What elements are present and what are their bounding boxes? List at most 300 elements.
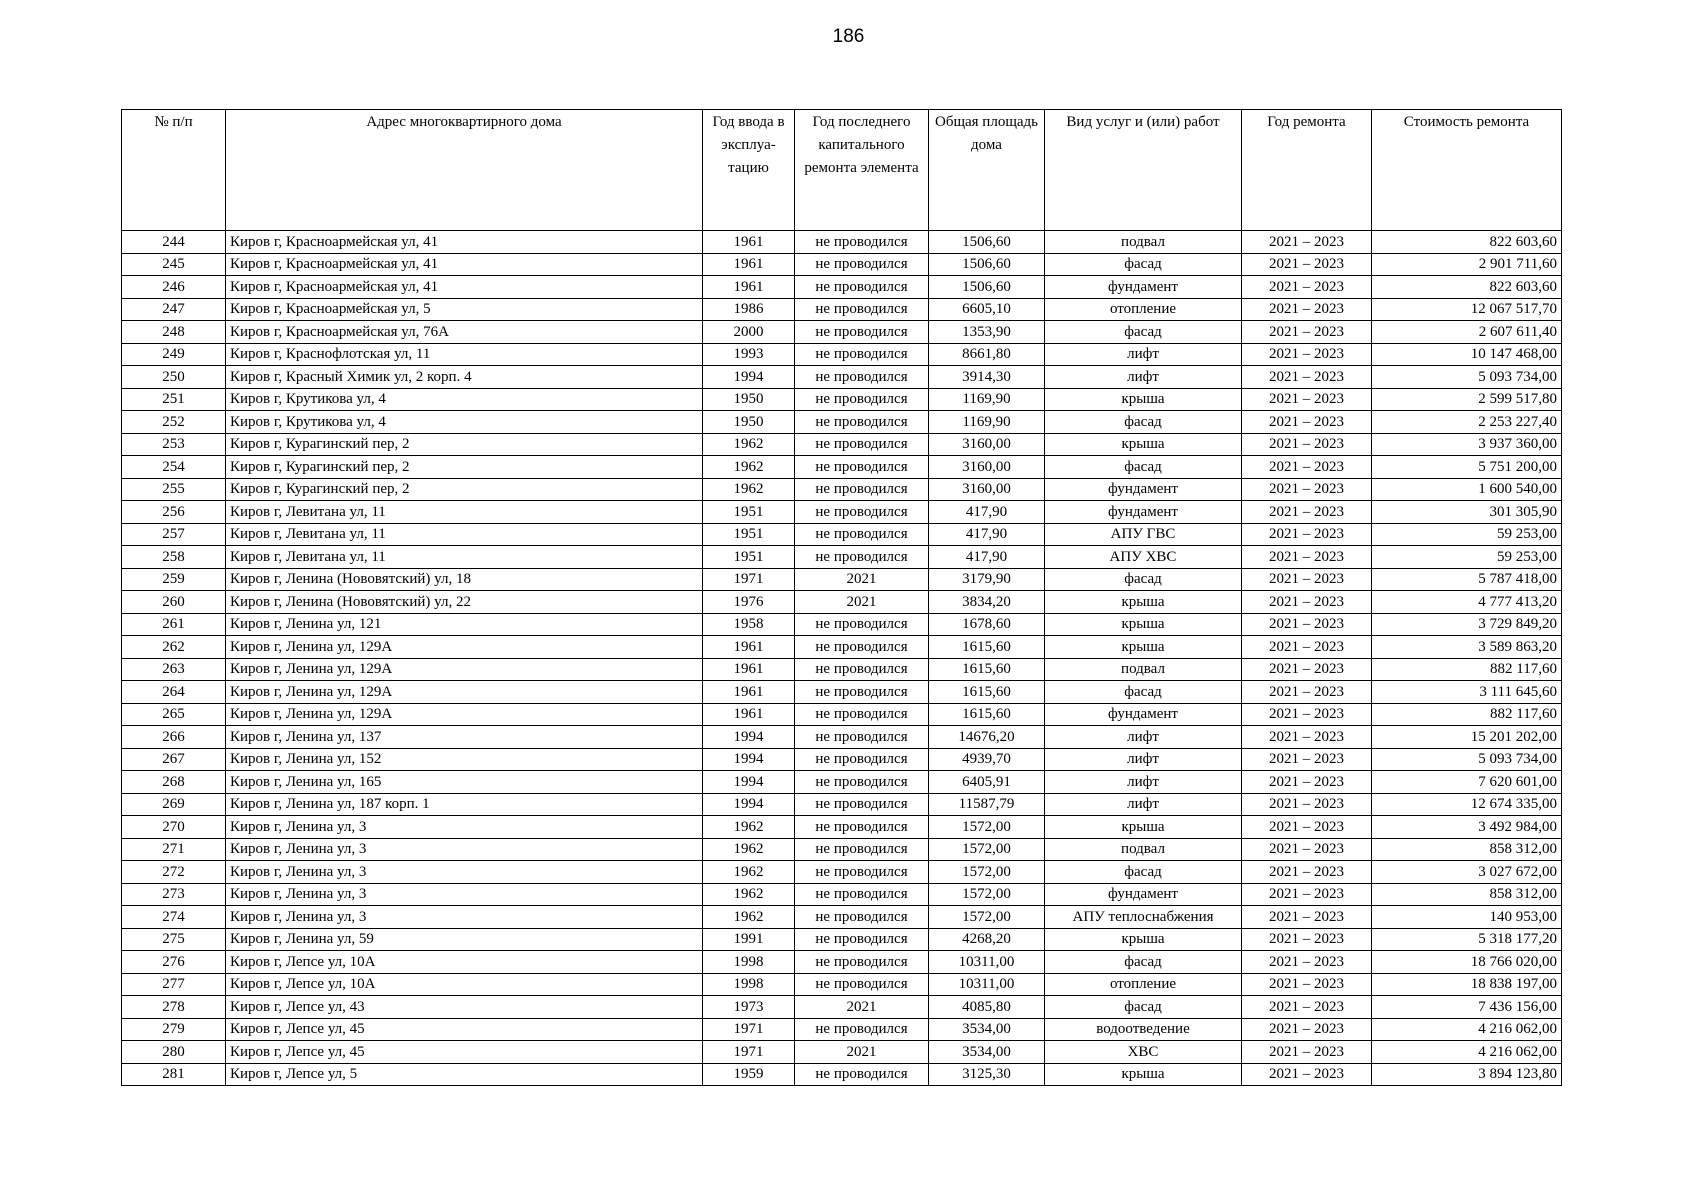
repair-period-cell: 2021 – 2023 — [1242, 861, 1372, 884]
address-cell: Киров г, Крутикова ул, 4 — [226, 388, 703, 411]
row-number: 277 — [122, 973, 226, 996]
address-cell: Киров г, Ленина (Нововятский) ул, 18 — [226, 568, 703, 591]
year-cell: 1959 — [703, 1063, 795, 1086]
year-cell: 1962 — [703, 838, 795, 861]
last-repair-cell: не проводился — [795, 501, 929, 524]
cost-cell: 7 436 156,00 — [1372, 996, 1562, 1019]
table-row — [122, 793, 1562, 816]
repair-period-cell: 2021 – 2023 — [1242, 1063, 1372, 1086]
header-num: № п/п — [122, 110, 226, 231]
cost-cell: 15 201 202,00 — [1372, 726, 1562, 749]
last-repair-cell: не проводился — [795, 928, 929, 951]
table-row — [122, 883, 1562, 906]
address-cell: Киров г, Красноармейская ул, 76А — [226, 321, 703, 344]
last-repair-cell: не проводился — [795, 478, 929, 501]
row-number: 258 — [122, 546, 226, 569]
header-cost: Стоимость ремонта — [1372, 110, 1562, 231]
repair-period-cell: 2021 – 2023 — [1242, 433, 1372, 456]
table-row — [122, 343, 1562, 366]
repair-period-cell: 2021 – 2023 — [1242, 816, 1372, 839]
cost-cell: 10 147 468,00 — [1372, 343, 1562, 366]
table-row — [122, 501, 1562, 524]
row-number: 264 — [122, 681, 226, 704]
year-cell: 1993 — [703, 343, 795, 366]
header-year: Год ввода в эксплуа-тацию — [703, 110, 795, 231]
year-cell: 1971 — [703, 568, 795, 591]
repair-period-cell: 2021 – 2023 — [1242, 838, 1372, 861]
cost-cell: 3 111 645,60 — [1372, 681, 1562, 704]
repair-period-cell: 2021 – 2023 — [1242, 276, 1372, 299]
row-number: 275 — [122, 928, 226, 951]
area-cell: 1506,60 — [929, 253, 1045, 276]
repair-period-cell: 2021 – 2023 — [1242, 726, 1372, 749]
row-number: 269 — [122, 793, 226, 816]
repair-period-cell: 2021 – 2023 — [1242, 231, 1372, 254]
work-type-cell: фасад — [1045, 321, 1242, 344]
address-cell: Киров г, Ленина ул, 3 — [226, 906, 703, 929]
repair-period-cell: 2021 – 2023 — [1242, 748, 1372, 771]
repair-period-cell: 2021 – 2023 — [1242, 973, 1372, 996]
work-type-cell: крыша — [1045, 636, 1242, 659]
year-cell: 1991 — [703, 928, 795, 951]
work-type-cell: фундамент — [1045, 883, 1242, 906]
address-cell: Киров г, Ленина ул, 152 — [226, 748, 703, 771]
table-row — [122, 321, 1562, 344]
last-repair-cell: не проводился — [795, 658, 929, 681]
cost-cell: 140 953,00 — [1372, 906, 1562, 929]
table-row — [122, 996, 1562, 1019]
repair-period-cell: 2021 – 2023 — [1242, 883, 1372, 906]
work-type-cell: АПУ теплоснабжения — [1045, 906, 1242, 929]
work-type-cell: крыша — [1045, 1063, 1242, 1086]
row-number: 256 — [122, 501, 226, 524]
row-number: 252 — [122, 411, 226, 434]
cost-cell: 3 729 849,20 — [1372, 613, 1562, 636]
row-number: 247 — [122, 298, 226, 321]
table-row — [122, 816, 1562, 839]
cost-cell: 4 216 062,00 — [1372, 1018, 1562, 1041]
table-row — [122, 523, 1562, 546]
table-row — [122, 366, 1562, 389]
address-cell: Киров г, Ленина ул, 3 — [226, 816, 703, 839]
table-row — [122, 433, 1562, 456]
last-repair-cell: 2021 — [795, 591, 929, 614]
table-row — [122, 1018, 1562, 1041]
area-cell: 1572,00 — [929, 838, 1045, 861]
cost-cell: 1 600 540,00 — [1372, 478, 1562, 501]
row-number: 278 — [122, 996, 226, 1019]
repair-period-cell: 2021 – 2023 — [1242, 613, 1372, 636]
repair-period-cell: 2021 – 2023 — [1242, 456, 1372, 479]
cost-cell: 2 901 711,60 — [1372, 253, 1562, 276]
address-cell: Киров г, Ленина ул, 129А — [226, 658, 703, 681]
work-type-cell: фасад — [1045, 253, 1242, 276]
last-repair-cell: 2021 — [795, 1041, 929, 1064]
work-type-cell: фундамент — [1045, 703, 1242, 726]
area-cell: 417,90 — [929, 501, 1045, 524]
repair-table — [121, 109, 1562, 1086]
repair-period-cell: 2021 – 2023 — [1242, 321, 1372, 344]
row-number: 250 — [122, 366, 226, 389]
year-cell: 1994 — [703, 793, 795, 816]
table-row — [122, 951, 1562, 974]
last-repair-cell: не проводился — [795, 1018, 929, 1041]
last-repair-cell: не проводился — [795, 343, 929, 366]
table-row — [122, 298, 1562, 321]
work-type-cell: фасад — [1045, 951, 1242, 974]
area-cell: 1615,60 — [929, 636, 1045, 659]
year-cell: 1961 — [703, 253, 795, 276]
table-row — [122, 906, 1562, 929]
year-cell: 1961 — [703, 276, 795, 299]
row-number: 251 — [122, 388, 226, 411]
table-row — [122, 456, 1562, 479]
year-cell: 1961 — [703, 703, 795, 726]
work-type-cell: лифт — [1045, 793, 1242, 816]
year-cell: 1961 — [703, 231, 795, 254]
row-number: 281 — [122, 1063, 226, 1086]
cost-cell: 18 766 020,00 — [1372, 951, 1562, 974]
last-repair-cell: не проводился — [795, 838, 929, 861]
work-type-cell: отопление — [1045, 973, 1242, 996]
cost-cell: 5 093 734,00 — [1372, 748, 1562, 771]
repair-period-cell: 2021 – 2023 — [1242, 253, 1372, 276]
row-number: 263 — [122, 658, 226, 681]
row-number: 259 — [122, 568, 226, 591]
area-cell: 1615,60 — [929, 658, 1045, 681]
year-cell: 1962 — [703, 883, 795, 906]
header-period: Год ремонта — [1242, 110, 1372, 231]
repair-period-cell: 2021 – 2023 — [1242, 951, 1372, 974]
area-cell: 11587,79 — [929, 793, 1045, 816]
year-cell: 1962 — [703, 906, 795, 929]
work-type-cell: подвал — [1045, 838, 1242, 861]
repair-period-cell: 2021 – 2023 — [1242, 928, 1372, 951]
area-cell: 1169,90 — [929, 411, 1045, 434]
repair-period-cell: 2021 – 2023 — [1242, 568, 1372, 591]
last-repair-cell: не проводился — [795, 703, 929, 726]
last-repair-cell: не проводился — [795, 523, 929, 546]
area-cell: 3834,20 — [929, 591, 1045, 614]
year-cell: 1986 — [703, 298, 795, 321]
row-number: 271 — [122, 838, 226, 861]
header-last-repair: Год последнего капитального ремонта элемента — [795, 110, 929, 231]
table-body — [122, 231, 1562, 1086]
cost-cell: 882 117,60 — [1372, 703, 1562, 726]
repair-period-cell: 2021 – 2023 — [1242, 793, 1372, 816]
work-type-cell: фасад — [1045, 681, 1242, 704]
cost-cell: 858 312,00 — [1372, 838, 1562, 861]
row-number: 246 — [122, 276, 226, 299]
area-cell: 3179,90 — [929, 568, 1045, 591]
row-number: 262 — [122, 636, 226, 659]
cost-cell: 59 253,00 — [1372, 546, 1562, 569]
last-repair-cell: не проводился — [795, 771, 929, 794]
last-repair-cell: не проводился — [795, 906, 929, 929]
repair-period-cell: 2021 – 2023 — [1242, 636, 1372, 659]
address-cell: Киров г, Красноармейская ул, 5 — [226, 298, 703, 321]
cost-cell: 3 894 123,80 — [1372, 1063, 1562, 1086]
row-number: 279 — [122, 1018, 226, 1041]
table-row — [122, 613, 1562, 636]
work-type-cell: подвал — [1045, 231, 1242, 254]
cost-cell: 12 674 335,00 — [1372, 793, 1562, 816]
address-cell: Киров г, Ленина (Нововятский) ул, 22 — [226, 591, 703, 614]
address-cell: Киров г, Левитана ул, 11 — [226, 546, 703, 569]
address-cell: Киров г, Ленина ул, 129А — [226, 703, 703, 726]
last-repair-cell: не проводился — [795, 883, 929, 906]
row-number: 274 — [122, 906, 226, 929]
cost-cell: 5 093 734,00 — [1372, 366, 1562, 389]
year-cell: 1951 — [703, 501, 795, 524]
address-cell: Киров г, Ленина ул, 187 корп. 1 — [226, 793, 703, 816]
table-row — [122, 231, 1562, 254]
last-repair-cell: не проводился — [795, 816, 929, 839]
area-cell: 4085,80 — [929, 996, 1045, 1019]
area-cell: 1572,00 — [929, 883, 1045, 906]
row-number: 266 — [122, 726, 226, 749]
repair-period-cell: 2021 – 2023 — [1242, 298, 1372, 321]
year-cell: 1962 — [703, 478, 795, 501]
last-repair-cell: не проводился — [795, 456, 929, 479]
last-repair-cell: не проводился — [795, 253, 929, 276]
year-cell: 1994 — [703, 771, 795, 794]
work-type-cell: крыша — [1045, 388, 1242, 411]
last-repair-cell: не проводился — [795, 861, 929, 884]
address-cell: Киров г, Ленина ул, 3 — [226, 883, 703, 906]
table-row — [122, 748, 1562, 771]
area-cell: 10311,00 — [929, 951, 1045, 974]
cost-cell: 822 603,60 — [1372, 231, 1562, 254]
repair-period-cell: 2021 – 2023 — [1242, 591, 1372, 614]
address-cell: Киров г, Лепсе ул, 45 — [226, 1018, 703, 1041]
year-cell: 1950 — [703, 411, 795, 434]
row-number: 273 — [122, 883, 226, 906]
row-number: 261 — [122, 613, 226, 636]
year-cell: 1971 — [703, 1018, 795, 1041]
address-cell: Киров г, Лепсе ул, 10А — [226, 951, 703, 974]
repair-period-cell: 2021 – 2023 — [1242, 1041, 1372, 1064]
year-cell: 1951 — [703, 523, 795, 546]
address-cell: Киров г, Лепсе ул, 45 — [226, 1041, 703, 1064]
table-row — [122, 726, 1562, 749]
year-cell: 1973 — [703, 996, 795, 1019]
work-type-cell: фасад — [1045, 456, 1242, 479]
last-repair-cell: не проводился — [795, 276, 929, 299]
area-cell: 14676,20 — [929, 726, 1045, 749]
table-row — [122, 861, 1562, 884]
cost-cell: 3 589 863,20 — [1372, 636, 1562, 659]
year-cell: 1958 — [703, 613, 795, 636]
row-number: 245 — [122, 253, 226, 276]
row-number: 276 — [122, 951, 226, 974]
area-cell: 6605,10 — [929, 298, 1045, 321]
area-cell: 4268,20 — [929, 928, 1045, 951]
work-type-cell: подвал — [1045, 658, 1242, 681]
row-number: 249 — [122, 343, 226, 366]
repair-period-cell: 2021 – 2023 — [1242, 681, 1372, 704]
row-number: 253 — [122, 433, 226, 456]
address-cell: Киров г, Красноармейская ул, 41 — [226, 231, 703, 254]
last-repair-cell: не проводился — [795, 231, 929, 254]
area-cell: 1572,00 — [929, 906, 1045, 929]
year-cell: 1962 — [703, 456, 795, 479]
area-cell: 10311,00 — [929, 973, 1045, 996]
repair-period-cell: 2021 – 2023 — [1242, 366, 1372, 389]
cost-cell: 4 777 413,20 — [1372, 591, 1562, 614]
area-cell: 1169,90 — [929, 388, 1045, 411]
area-cell: 3534,00 — [929, 1018, 1045, 1041]
area-cell: 1615,60 — [929, 703, 1045, 726]
year-cell: 1962 — [703, 861, 795, 884]
repair-period-cell: 2021 – 2023 — [1242, 546, 1372, 569]
cost-cell: 2 599 517,80 — [1372, 388, 1562, 411]
header-address: Адрес многоквартирного дома — [226, 110, 703, 231]
area-cell: 3160,00 — [929, 456, 1045, 479]
repair-period-cell: 2021 – 2023 — [1242, 1018, 1372, 1041]
last-repair-cell: не проводился — [795, 726, 929, 749]
area-cell: 8661,80 — [929, 343, 1045, 366]
work-type-cell: крыша — [1045, 433, 1242, 456]
cost-cell: 882 117,60 — [1372, 658, 1562, 681]
table-row — [122, 253, 1562, 276]
cost-cell: 5 751 200,00 — [1372, 456, 1562, 479]
cost-cell: 2 607 611,40 — [1372, 321, 1562, 344]
last-repair-cell: 2021 — [795, 996, 929, 1019]
repair-period-cell: 2021 – 2023 — [1242, 478, 1372, 501]
last-repair-cell: не проводился — [795, 321, 929, 344]
repair-period-cell: 2021 – 2023 — [1242, 388, 1372, 411]
area-cell: 3160,00 — [929, 478, 1045, 501]
work-type-cell: фасад — [1045, 861, 1242, 884]
work-type-cell: крыша — [1045, 816, 1242, 839]
table-header — [122, 110, 1562, 231]
area-cell: 1353,90 — [929, 321, 1045, 344]
year-cell: 1994 — [703, 748, 795, 771]
area-cell: 1506,60 — [929, 231, 1045, 254]
cost-cell: 12 067 517,70 — [1372, 298, 1562, 321]
work-type-cell: лифт — [1045, 726, 1242, 749]
last-repair-cell: не проводился — [795, 748, 929, 771]
work-type-cell: крыша — [1045, 591, 1242, 614]
table-row — [122, 478, 1562, 501]
area-cell: 1678,60 — [929, 613, 1045, 636]
row-number: 268 — [122, 771, 226, 794]
row-number: 260 — [122, 591, 226, 614]
row-number: 280 — [122, 1041, 226, 1064]
area-cell: 417,90 — [929, 523, 1045, 546]
table-row — [122, 276, 1562, 299]
cost-cell: 18 838 197,00 — [1372, 973, 1562, 996]
row-number: 248 — [122, 321, 226, 344]
year-cell: 1998 — [703, 951, 795, 974]
work-type-cell: лифт — [1045, 748, 1242, 771]
area-cell: 1615,60 — [929, 681, 1045, 704]
work-type-cell: фасад — [1045, 411, 1242, 434]
address-cell: Киров г, Лепсе ул, 5 — [226, 1063, 703, 1086]
cost-cell: 7 620 601,00 — [1372, 771, 1562, 794]
cost-cell: 5 318 177,20 — [1372, 928, 1562, 951]
repair-period-cell: 2021 – 2023 — [1242, 703, 1372, 726]
cost-cell: 2 253 227,40 — [1372, 411, 1562, 434]
table-row — [122, 1041, 1562, 1064]
address-cell: Киров г, Красный Химик ул, 2 корп. 4 — [226, 366, 703, 389]
work-type-cell: фасад — [1045, 996, 1242, 1019]
area-cell: 1572,00 — [929, 816, 1045, 839]
area-cell: 6405,91 — [929, 771, 1045, 794]
page-number: 186 — [832, 26, 865, 47]
cost-cell: 3 027 672,00 — [1372, 861, 1562, 884]
repair-period-cell: 2021 – 2023 — [1242, 658, 1372, 681]
table-row — [122, 568, 1562, 591]
repair-period-cell: 2021 – 2023 — [1242, 501, 1372, 524]
address-cell: Киров г, Ленина ул, 165 — [226, 771, 703, 794]
work-type-cell: лифт — [1045, 343, 1242, 366]
table-row — [122, 388, 1562, 411]
address-cell: Киров г, Курагинский пер, 2 — [226, 456, 703, 479]
year-cell: 1962 — [703, 433, 795, 456]
cost-cell: 5 787 418,00 — [1372, 568, 1562, 591]
area-cell: 3914,30 — [929, 366, 1045, 389]
last-repair-cell: не проводился — [795, 1063, 929, 1086]
header-work: Вид услуг и (или) работ — [1045, 110, 1242, 231]
area-cell: 3534,00 — [929, 1041, 1045, 1064]
address-cell: Киров г, Ленина ул, 59 — [226, 928, 703, 951]
table-row — [122, 838, 1562, 861]
last-repair-cell: не проводился — [795, 298, 929, 321]
cost-cell: 3 492 984,00 — [1372, 816, 1562, 839]
work-type-cell: АПУ ГВС — [1045, 523, 1242, 546]
last-repair-cell: не проводился — [795, 433, 929, 456]
address-cell: Киров г, Левитана ул, 11 — [226, 501, 703, 524]
address-cell: Киров г, Курагинский пер, 2 — [226, 433, 703, 456]
area-cell: 417,90 — [929, 546, 1045, 569]
address-cell: Киров г, Крутикова ул, 4 — [226, 411, 703, 434]
address-cell: Киров г, Ленина ул, 129А — [226, 681, 703, 704]
table-row — [122, 928, 1562, 951]
work-type-cell: лифт — [1045, 771, 1242, 794]
address-cell: Киров г, Ленина ул, 3 — [226, 838, 703, 861]
row-number: 265 — [122, 703, 226, 726]
work-type-cell: водоотведение — [1045, 1018, 1242, 1041]
header-row — [122, 110, 1562, 231]
table-row — [122, 658, 1562, 681]
last-repair-cell: не проводился — [795, 411, 929, 434]
last-repair-cell: не проводился — [795, 973, 929, 996]
work-type-cell: АПУ ХВС — [1045, 546, 1242, 569]
cost-cell: 301 305,90 — [1372, 501, 1562, 524]
header-area: Общая площадь дома — [929, 110, 1045, 231]
cost-cell: 4 216 062,00 — [1372, 1041, 1562, 1064]
address-cell: Киров г, Ленина ул, 121 — [226, 613, 703, 636]
area-cell: 1506,60 — [929, 276, 1045, 299]
year-cell: 1961 — [703, 636, 795, 659]
work-type-cell: фундамент — [1045, 276, 1242, 299]
cost-cell: 822 603,60 — [1372, 276, 1562, 299]
table-row — [122, 681, 1562, 704]
row-number: 272 — [122, 861, 226, 884]
repair-period-cell: 2021 – 2023 — [1242, 771, 1372, 794]
table-row — [122, 411, 1562, 434]
table-row — [122, 636, 1562, 659]
last-repair-cell: 2021 — [795, 568, 929, 591]
address-cell: Киров г, Левитана ул, 11 — [226, 523, 703, 546]
area-cell: 1572,00 — [929, 861, 1045, 884]
address-cell: Киров г, Красноармейская ул, 41 — [226, 276, 703, 299]
year-cell: 1962 — [703, 816, 795, 839]
cost-cell: 3 937 360,00 — [1372, 433, 1562, 456]
address-cell: Киров г, Курагинский пер, 2 — [226, 478, 703, 501]
